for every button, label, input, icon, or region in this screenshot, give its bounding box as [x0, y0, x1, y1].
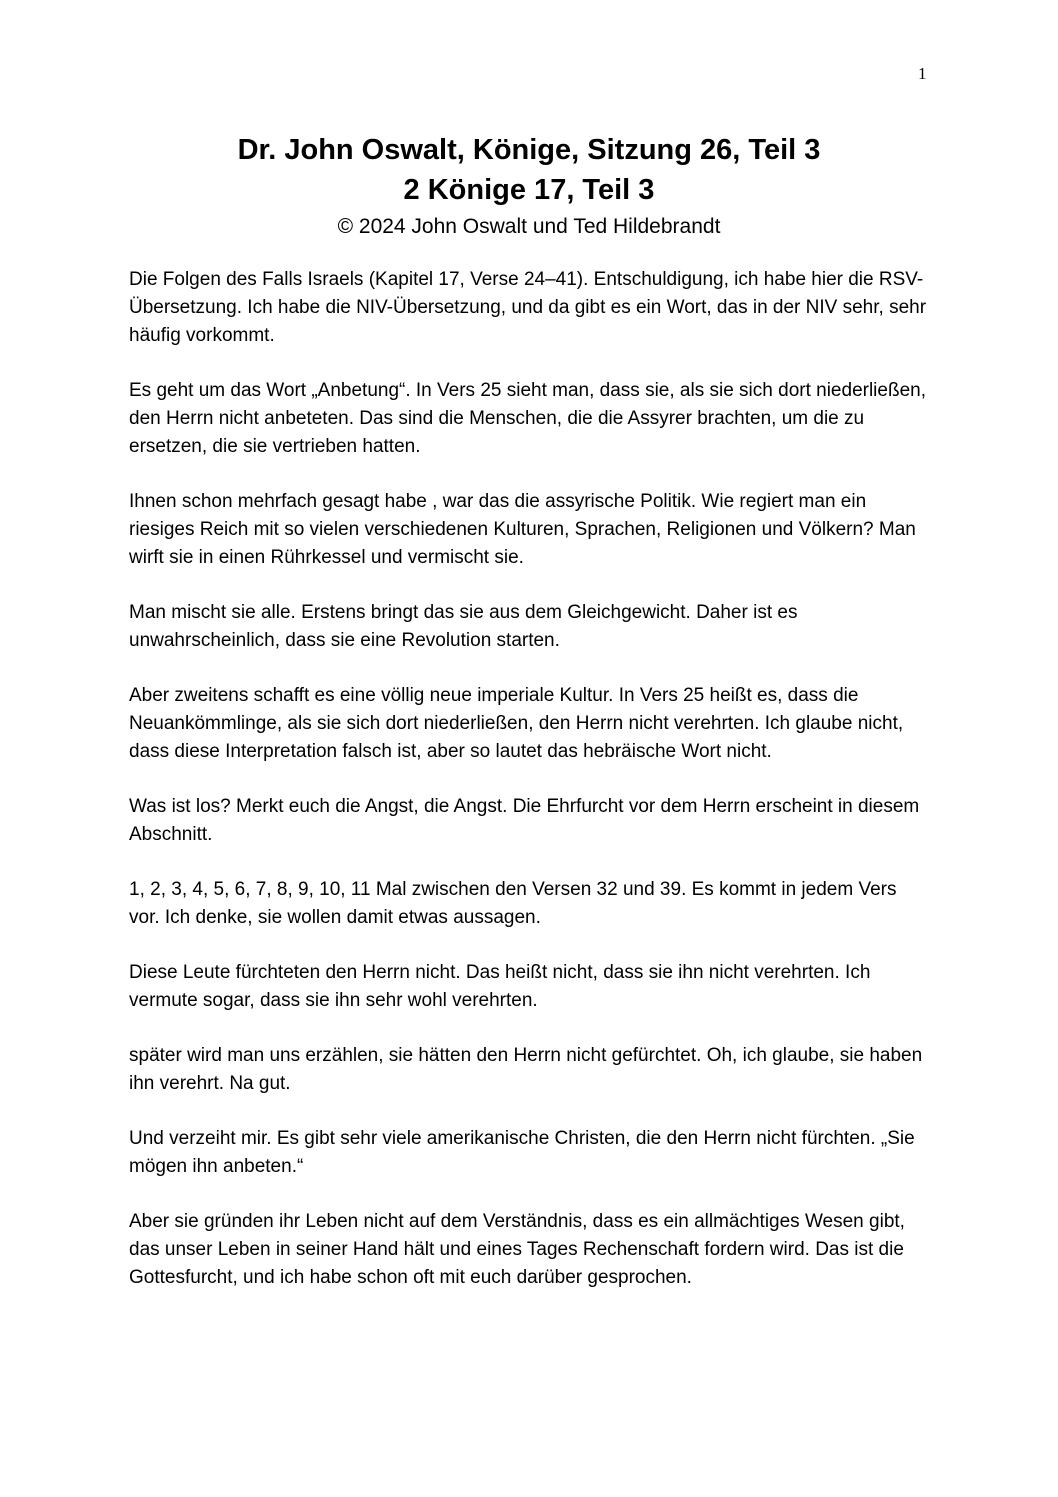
- copyright-line: © 2024 John Oswalt und Ted Hildebrandt: [337, 215, 721, 238]
- paragraph: Aber zweitens schafft es eine völlig neue imperiale Kultur. In Vers 25 heißt es, dass die Neuankömmlinge, als sie sich dort niederließen, den Herrn nicht verehrten. Ich glaube nicht, dass diese Interpretation falsch ist, aber so lautet das hebräische Wort nicht.: [129, 685, 904, 762]
- page-number: 1: [918, 64, 927, 83]
- paragraph: später wird man uns erzählen, sie hätten den Herrn nicht gefürchtet. Oh, ich glaube, sie haben ihn verehrt. Na gut.: [129, 1045, 923, 1094]
- document-header: [0, 130, 1058, 242]
- paragraph: Diese Leute fürchteten den Herrn nicht. Das heißt nicht, dass sie ihn nicht verehrten. Ich vermute sogar, dass sie ihn sehr wohl verehrten.: [129, 962, 871, 1011]
- paragraph: Man mischt sie alle. Erstens bringt das sie aus dem Gleichgewicht. Daher ist es unwahrscheinlich, dass sie eine Revolution starten.: [129, 602, 798, 651]
- paragraph: Die Folgen des Falls Israels (Kapitel 17, Verse 24–41). Entschuldigung, ich habe hier die RSV-Übersetzung. Ich habe die NIV-Übersetzung, und da gibt es ein Wort, das in der NIV sehr, sehr häufig vorkommt.: [129, 269, 927, 346]
- document-title: Dr. John Oswalt, Könige, Sitzung 26, Teil 3: [237, 134, 821, 166]
- paragraph: 1, 2, 3, 4, 5, 6, 7, 8, 9, 10, 11 Mal zwischen den Versen 32 und 39. Es kommt in jedem Vers vor. Ich denke, sie wollen damit etwas aussagen.: [129, 879, 897, 928]
- paragraph: Aber sie gründen ihr Leben nicht auf dem Verständnis, dass es ein allmächtiges Wesen gibt, das unser Leben in seiner Hand hält und eines Tages Rechenschaft fordern wird. Das ist die Gottesfurcht, und ich habe schon oft mit euch darüber gesprochen.: [129, 1211, 905, 1288]
- paragraph: Es geht um das Wort „Anbetung“. In Vers 25 sieht man, dass sie, als sie sich dort niederließen, den Herrn nicht anbeteten. Das sind die Menschen, die die Assyrer brachten, um die zu ersetzen, die sie vertrieben hatten.: [129, 380, 926, 457]
- paragraph: Ihnen schon mehrfach gesagt habe , war das die assyrische Politik. Wie regiert man ein riesiges Reich mit so vielen verschiedenen Kulturen, Sprachen, Religionen und Völkern? Man wirft sie in einen Rührkessel und vermischt sie.: [129, 491, 916, 568]
- document-body: [129, 266, 929, 1319]
- document-subtitle: 2 Könige 17, Teil 3: [403, 174, 655, 206]
- paragraph: Was ist los? Merkt euch die Angst, die Angst. Die Ehrfurcht vor dem Herrn erscheint in diesem Abschnitt.: [129, 796, 920, 845]
- paragraph: Und verzeiht mir. Es gibt sehr viele amerikanische Christen, die den Herrn nicht fürchten. „Sie mögen ihn anbeten.“: [129, 1128, 915, 1177]
